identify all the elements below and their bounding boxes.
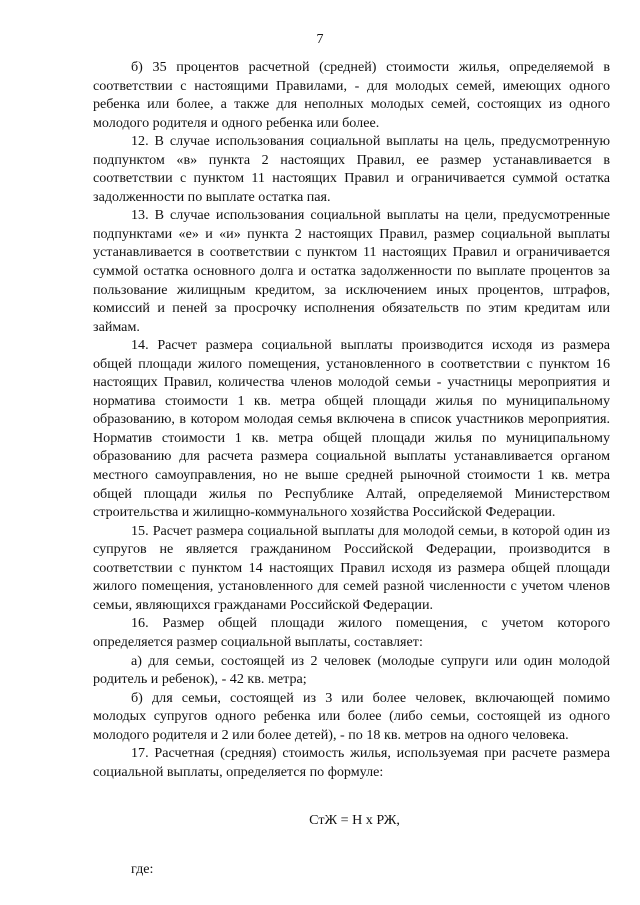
document-body <box>93 58 610 878</box>
formula: СтЖ = Н х РЖ, <box>309 812 400 829</box>
where-label: где: <box>131 860 154 877</box>
paragraph-16: 16. Размер общей площади жилого помещения, с учетом которого определяется размер социальной выплаты, составляет: <box>93 615 610 650</box>
page-number: 7 <box>316 32 324 47</box>
paragraph-15: 15. Расчет размера социальной выплаты для молодой семьи, в которой один из супругов не является гражданином Российской Федерации, производится в соответствии с пунктом 14 настоящих Правил исходя из размера общей площади жилого помещения, установленного для семей разной численности с учетом членов семьи, являющихся гражданами Российской Федерации. <box>93 522 610 613</box>
paragraph-16b: б) для семьи, состоящей из 3 или более человек, включающей помимо молодых супругов одного ребенка или более (либо семьи, состоящей из одного молодого родителя и 2 или более детей), - по 18 кв. метров на одного человека. <box>93 689 610 743</box>
paragraph-16a: а) для семьи, состоящей из 2 человек (молодые супруги или один молодой родитель и ребенок), - 42 кв. метра; <box>93 652 610 688</box>
paragraph-17: 17. Расчетная (средняя) стоимость жилья, используемая при расчете размера социальной выплаты, определяется по формуле: <box>93 745 610 780</box>
paragraph-14: 14. Расчет размера социальной выплаты производится исходя из размера общей площади жилого помещения, установленного в соответствии с пунктом 16 настоящих Правил, количества членов молодой семьи - участницы мероприятия и норматива стоимости 1 кв. метра общей площади жилья по муниципальному образованию, в котором молодая семья включена в список участников мероприятия. Норматив стоимости 1 кв. метра общей площади жилья по муниципальному образованию для расчета размера социальной выплаты устанавливается органом местного самоуправления, но не выше средней рыночной стоимости 1 кв. метра общей площади жилья по Республике Алтай, определяемой Министерством строительства и жилищно-коммунального хозяйства Российской Федерации. <box>93 337 610 521</box>
paragraph-13: 13. В случае использования социальной выплаты на цели, предусмотренные подпунктами «е» и «и» пункта 2 настоящих Правил, размер социальной выплаты устанавливается в соответствии с пунктом 11 настоящих Правил и ограничивается суммой остатка основного долга и остатка задолженности по выплате процентов за пользование жилищным кредитом, за исключением иных процентов, штрафов, комиссий и пеней за просрочку исполнения обязательств по этим кредитам или займам. <box>93 207 610 335</box>
paragraph-11b: б) 35 процентов расчетной (средней) стоимости жилья, определяемой в соответствии с настоящими Правилами, - для молодых семей, имеющих одного ребенка или более, а также для неполных молодых семей, состоящих из одного молодого родителя и одного ребенка или более. <box>93 59 610 131</box>
paragraph-12: 12. В случае использования социальной выплаты на цель, предусмотренную подпунктом «в» пункта 2 настоящих Правил, ее размер устанавливается в соответствии с пунктом 11 настоящих Правил и ограничивается суммой остатка задолженности по выплате остатка пая. <box>93 133 610 205</box>
